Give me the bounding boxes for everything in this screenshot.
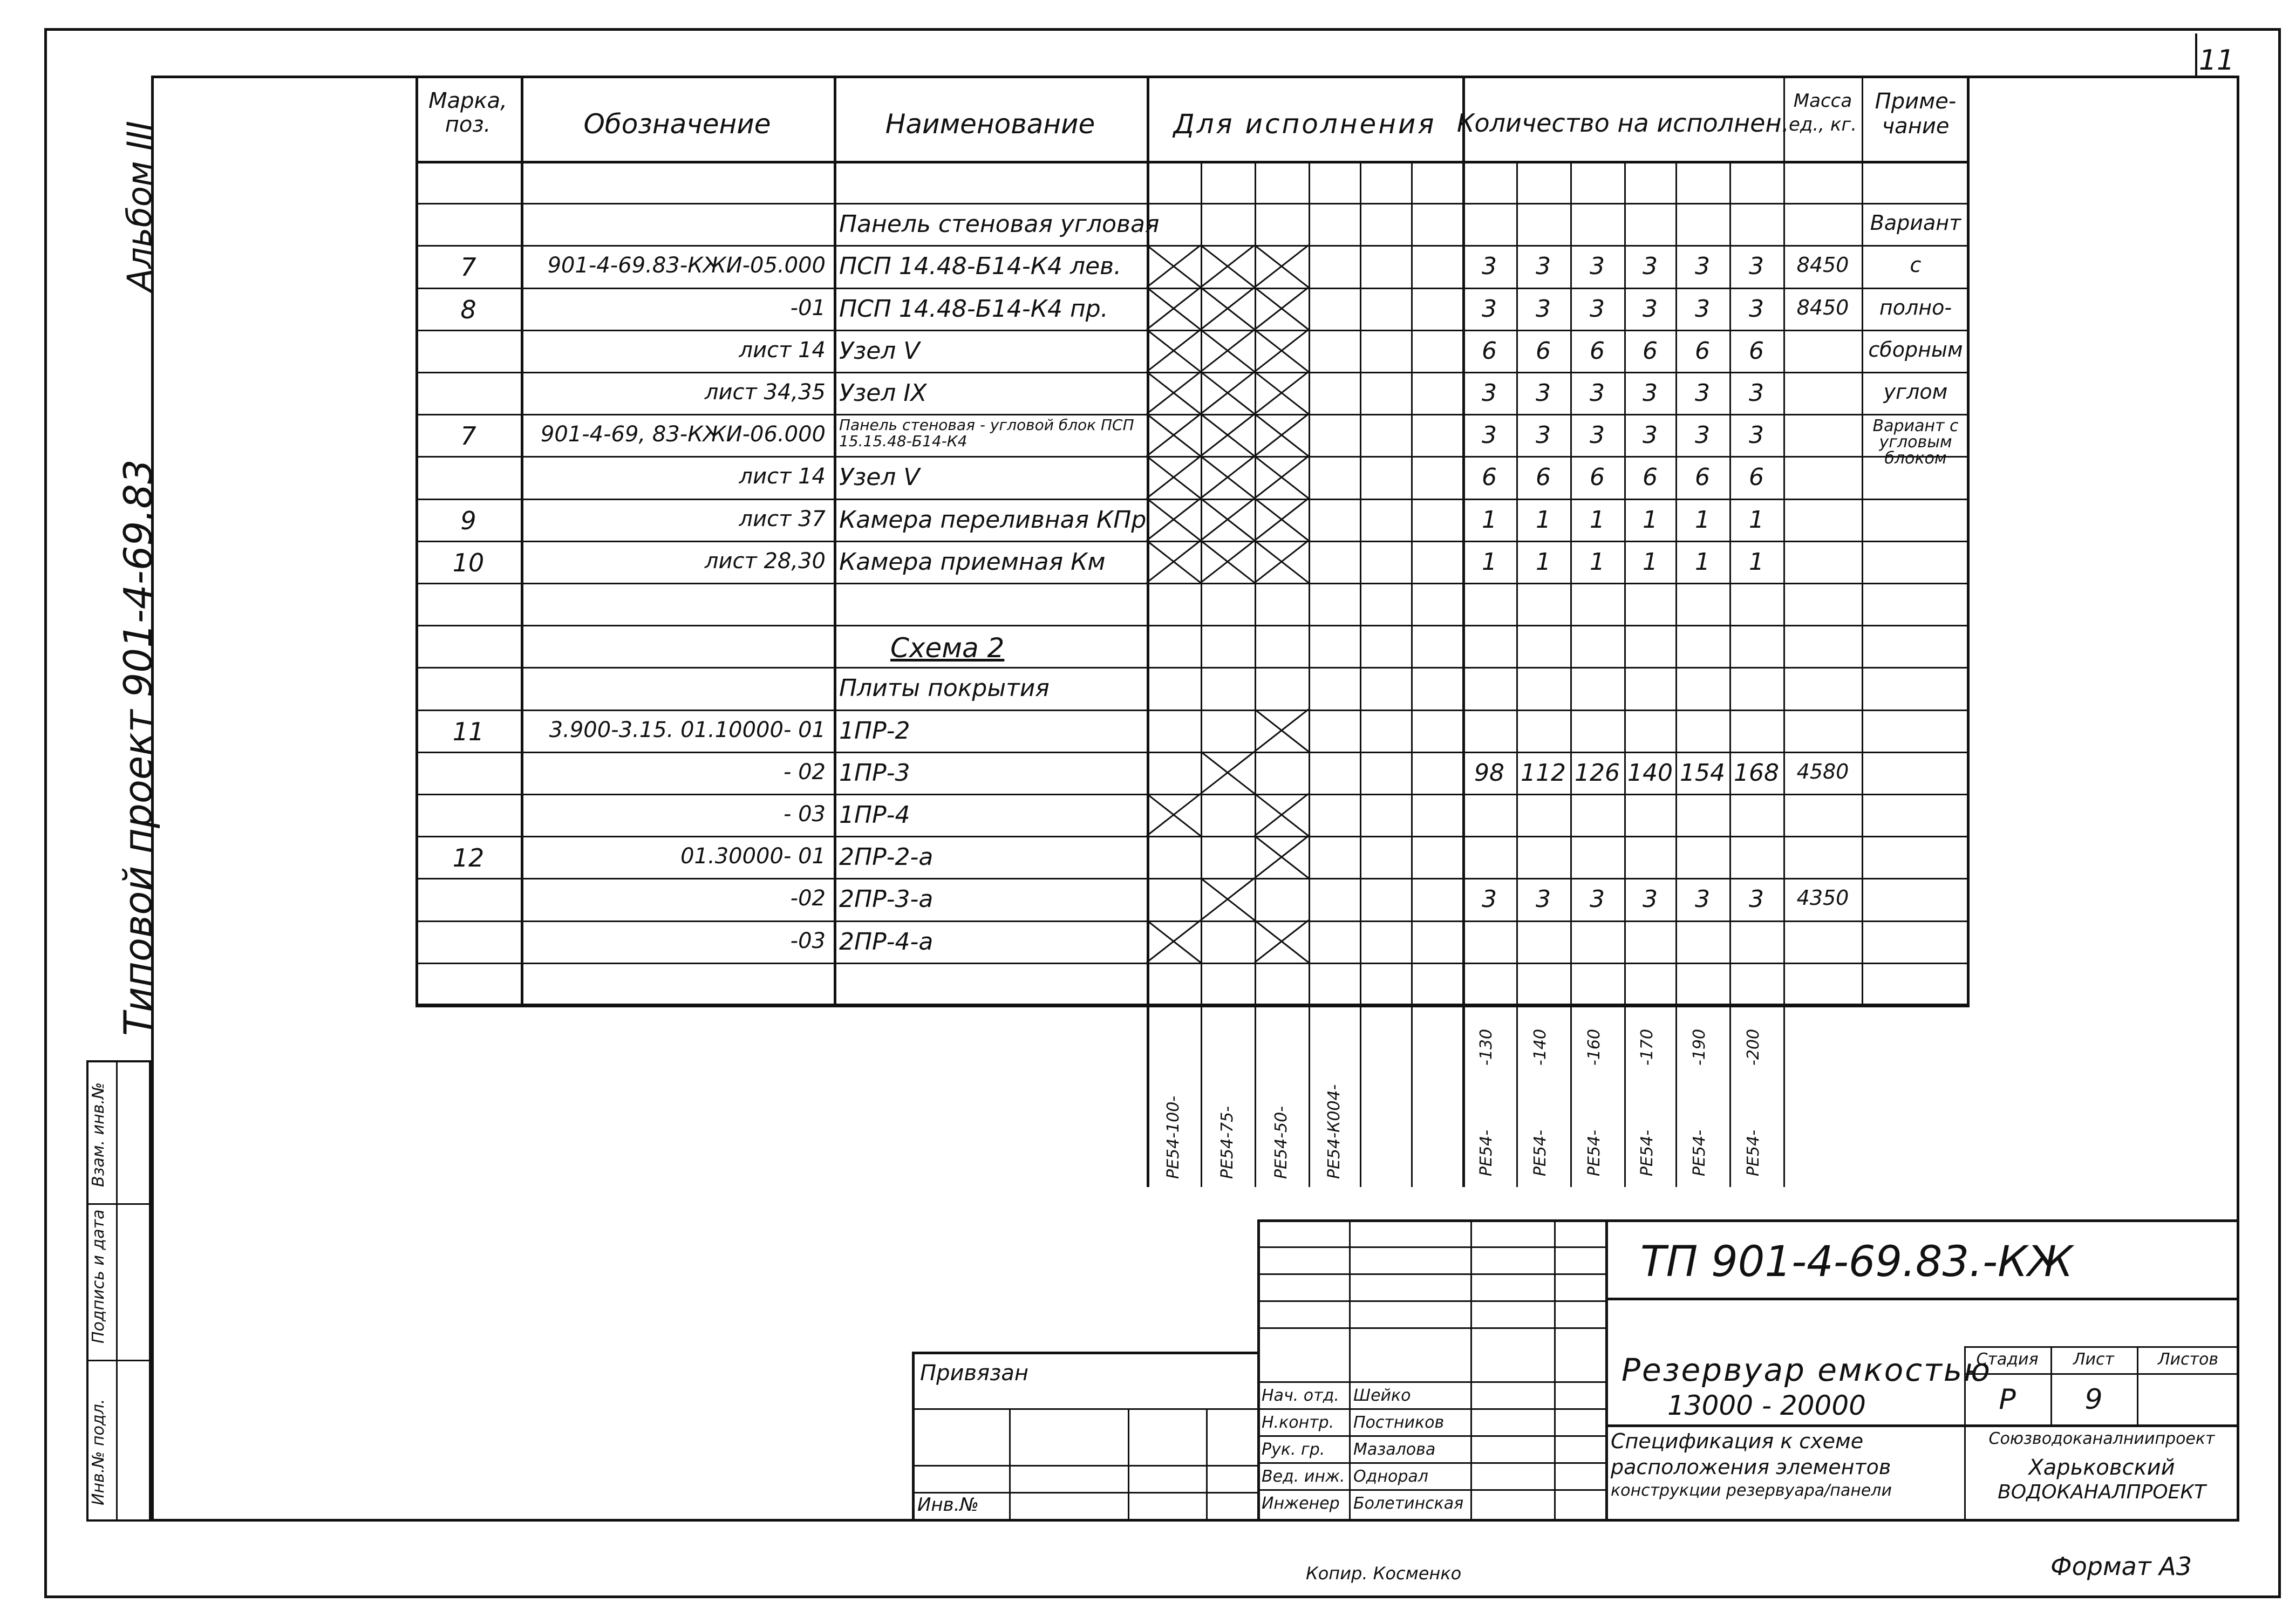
row-qty: 1 — [1695, 548, 1710, 576]
exec-label: РЕ54-100- — [1164, 1095, 1183, 1179]
row-qty: 3 — [1482, 295, 1497, 323]
row-qty: 3 — [1695, 253, 1710, 281]
exec-label: РЕ54-50- — [1272, 1106, 1291, 1179]
qty-label-bottom: РЕ54- — [1744, 1129, 1763, 1176]
row-qty: 3 — [1643, 379, 1658, 407]
stage-value: Р — [1999, 1383, 2016, 1416]
row-designation: лист 14 — [739, 464, 826, 489]
sheet-header: Лист — [2073, 1350, 2115, 1369]
qty-label-bottom: РЕ54- — [1531, 1129, 1550, 1176]
row-designation: лист 34,35 — [704, 380, 826, 405]
row-name: Панель стеновая угловая — [839, 210, 1160, 238]
row-qty: 6 — [1695, 463, 1710, 492]
qty-label-top: -200 — [1744, 1028, 1763, 1066]
row-mark: 8 — [460, 295, 476, 324]
row-designation: 01.30000- 01 — [680, 844, 826, 869]
staff-name: Шейко — [1353, 1386, 1411, 1405]
row-designation: лист 37 — [739, 506, 826, 531]
row-qty: 3 — [1536, 253, 1551, 281]
row-note: сборным — [1868, 337, 1963, 362]
album-label: Альбом III — [120, 120, 159, 291]
row-note: углом — [1883, 380, 1948, 404]
row-qty: 3 — [1590, 379, 1605, 407]
staff-name: Постников — [1353, 1413, 1445, 1432]
row-qty: 6 — [1536, 337, 1551, 365]
exec-label: РЕ54-75- — [1218, 1106, 1237, 1179]
row-qty: 168 — [1734, 759, 1779, 787]
org-line3: ВОДОКАНАЛПРОЕКТ — [1998, 1481, 2206, 1503]
row-name: Узел IX — [839, 379, 927, 407]
format-label: Формат А3 — [2050, 1552, 2192, 1581]
qty-label-bottom: РЕ54- — [1585, 1129, 1604, 1176]
hdr-note: Приме- чание — [1875, 89, 1957, 139]
row-qty: 6 — [1749, 337, 1764, 365]
stamp-inv: Инв.№ подл. — [89, 1399, 108, 1505]
row-mark: 11 — [452, 717, 485, 746]
row-qty: 3 — [1590, 885, 1605, 913]
row-qty: 140 — [1627, 759, 1673, 787]
hdr-qty: Количество на исполнен. — [1456, 108, 1790, 138]
row-qty: 3 — [1590, 253, 1605, 281]
sheets-header: Листов — [2157, 1350, 2219, 1369]
row-mass: 8450 — [1796, 253, 1849, 277]
row-qty: 3 — [1643, 253, 1658, 281]
staff-role: Нач. отд. — [1262, 1386, 1339, 1405]
row-mark: 12 — [452, 843, 485, 873]
row-designation: -01 — [790, 295, 826, 320]
staff-role: Вед. инж. — [1262, 1467, 1345, 1486]
staff-name: Мазалова — [1353, 1440, 1436, 1459]
row-qty: 3 — [1695, 885, 1710, 913]
row-qty: 154 — [1680, 759, 1725, 787]
row-qty: 3 — [1482, 421, 1497, 449]
row-note: Вариант — [1870, 211, 1961, 235]
desc-line2: расположения элементов — [1611, 1455, 1891, 1479]
hdr-mass: Масса ед., кг. — [1788, 90, 1857, 135]
row-qty: 1 — [1482, 548, 1497, 576]
row-qty: 1 — [1590, 548, 1605, 576]
row-qty: 126 — [1575, 759, 1620, 787]
row-name: 1ПР-2 — [839, 717, 910, 745]
row-note: полно- — [1879, 295, 1952, 319]
row-mark: 9 — [460, 506, 476, 535]
qty-label-top: -160 — [1585, 1028, 1604, 1066]
row-qty: 112 — [1521, 759, 1566, 787]
qty-label-top: -190 — [1690, 1028, 1709, 1066]
copied-by: Копир. Косменко — [1306, 1563, 1462, 1584]
row-qty: 6 — [1643, 337, 1658, 365]
row-name: Узел V — [839, 463, 920, 492]
stage-header: Стадия — [1976, 1350, 2039, 1369]
org-line2: Харьковский — [2028, 1455, 2175, 1480]
row-qty: 3 — [1536, 379, 1551, 407]
row-qty: 6 — [1482, 463, 1497, 492]
row-name: ПСП 14.48-Б14-К4 пр. — [839, 295, 1108, 323]
row-designation: - 03 — [783, 802, 826, 827]
qty-label-top: -170 — [1638, 1028, 1657, 1066]
row-designation: лист 14 — [739, 337, 826, 363]
row-qty: 1 — [1643, 548, 1658, 576]
row-designation: 901-4-69, 83-КЖИ-06.000 — [540, 422, 826, 447]
staff-name: Однорал — [1353, 1467, 1428, 1486]
staff-name: Болетинская — [1353, 1494, 1464, 1513]
row-qty: 3 — [1590, 421, 1605, 449]
row-qty: 1 — [1536, 548, 1551, 576]
row-mark: 7 — [460, 253, 476, 282]
row-name: Панель стеновая - угловой блок ПСП 15.15.48-Б14-К4 — [839, 416, 1134, 451]
title-code: ТП 901-4-69.83.-КЖ — [1640, 1238, 2073, 1286]
row-qty: 98 — [1474, 759, 1504, 787]
row-qty: 1 — [1643, 506, 1658, 534]
title-line1: Резервуар емкостью — [1621, 1352, 1992, 1388]
row-name: Камера переливная КПр — [839, 506, 1147, 534]
row-qty: 3 — [1695, 421, 1710, 449]
privyazan-label: Привязан — [920, 1361, 1029, 1386]
row-qty: 3 — [1749, 379, 1764, 407]
stamp-vzam: Взам. инв.№ — [89, 1082, 108, 1187]
staff-role: Н.контр. — [1262, 1413, 1334, 1432]
row-qty: 1 — [1749, 506, 1764, 534]
row-qty: 1 — [1536, 506, 1551, 534]
row-qty: 3 — [1482, 253, 1497, 281]
qty-label-bottom: РЕ54- — [1477, 1129, 1496, 1176]
row-designation: лист 28,30 — [704, 548, 826, 574]
sheet-value: 9 — [2084, 1383, 2103, 1416]
row-name: 2ПР-3-а — [839, 885, 934, 913]
row-mark: 10 — [452, 548, 485, 577]
qty-label-bottom: РЕ54- — [1638, 1129, 1657, 1176]
row-qty: 3 — [1590, 295, 1605, 323]
row-qty: 6 — [1536, 463, 1551, 492]
row-name: Схема 2 — [890, 632, 1005, 664]
sheet-number: 11 — [2198, 44, 2235, 77]
row-note: с — [1910, 253, 1922, 277]
row-name: Узел V — [839, 337, 920, 365]
row-designation: 901-4-69.83-КЖИ-05.000 — [547, 253, 826, 278]
row-qty: 3 — [1695, 295, 1710, 323]
project-label: Типовой проект 901-4-69.83 — [115, 459, 161, 1036]
row-qty: 3 — [1536, 885, 1551, 913]
row-name: Плиты покрытия — [839, 674, 1050, 703]
row-name: Камера приемная Км — [839, 548, 1106, 576]
row-qty: 3 — [1643, 885, 1658, 913]
row-qty: 3 — [1749, 253, 1764, 281]
row-name: 2ПР-4-а — [839, 928, 934, 956]
row-note: Вариант с угловым блоком — [1872, 417, 1959, 468]
row-qty: 3 — [1695, 379, 1710, 407]
org-line1: Союзводоканалниипроект — [1988, 1429, 2215, 1448]
row-designation: -02 — [790, 886, 826, 911]
row-qty: 3 — [1482, 379, 1497, 407]
row-qty: 1 — [1749, 548, 1764, 576]
row-qty: 3 — [1536, 295, 1551, 323]
row-qty: 6 — [1590, 463, 1605, 492]
row-mass: 4580 — [1796, 759, 1849, 783]
row-qty: 3 — [1643, 421, 1658, 449]
row-qty: 6 — [1643, 463, 1658, 492]
row-designation: - 02 — [783, 759, 826, 785]
hdr-mark: Марка, поз. — [428, 88, 507, 137]
row-qty: 3 — [1749, 885, 1764, 913]
row-designation: -03 — [790, 928, 826, 953]
hdr-name: Наименование — [885, 108, 1095, 140]
row-qty: 3 — [1749, 421, 1764, 449]
row-mass: 8450 — [1796, 295, 1849, 319]
row-qty: 3 — [1749, 295, 1764, 323]
qty-label-top: -140 — [1531, 1028, 1550, 1066]
stamp-podpis: Подпись и дата — [89, 1209, 108, 1344]
row-qty: 6 — [1482, 337, 1497, 365]
row-designation: 3.900-3.15. 01.10000- 01 — [549, 717, 826, 742]
row-qty: 6 — [1695, 337, 1710, 365]
staff-role: Инженер — [1262, 1494, 1340, 1513]
row-name: 1ПР-3 — [839, 759, 910, 787]
row-qty: 6 — [1749, 463, 1764, 492]
row-name: ПСП 14.48-Б14-К4 лев. — [839, 253, 1122, 281]
exec-label: РЕ54-К004- — [1325, 1084, 1344, 1179]
row-qty: 3 — [1536, 421, 1551, 449]
row-qty: 3 — [1482, 885, 1497, 913]
row-name: 2ПР-2-а — [839, 843, 934, 871]
row-name: 1ПР-4 — [839, 801, 910, 829]
row-mark: 7 — [460, 421, 476, 451]
row-qty: 3 — [1643, 295, 1658, 323]
row-qty: 1 — [1695, 506, 1710, 534]
qty-label-bottom: РЕ54- — [1690, 1129, 1709, 1176]
desc-line1: Спецификация к схеме — [1611, 1429, 1864, 1453]
inv-label: Инв.№ — [917, 1494, 979, 1516]
title-line2: 13000 - 20000 — [1667, 1390, 1866, 1421]
qty-label-top: -130 — [1477, 1028, 1496, 1066]
row-qty: 1 — [1482, 506, 1497, 534]
row-mass: 4350 — [1796, 886, 1849, 910]
hdr-designation: Обозначение — [583, 108, 771, 140]
staff-role: Рук. гр. — [1262, 1440, 1325, 1459]
row-qty: 1 — [1590, 506, 1605, 534]
hdr-for-exec: Для исполнения — [1173, 108, 1436, 140]
desc-line3: конструкции резервуара/панели — [1611, 1481, 1892, 1500]
row-qty: 6 — [1590, 337, 1605, 365]
